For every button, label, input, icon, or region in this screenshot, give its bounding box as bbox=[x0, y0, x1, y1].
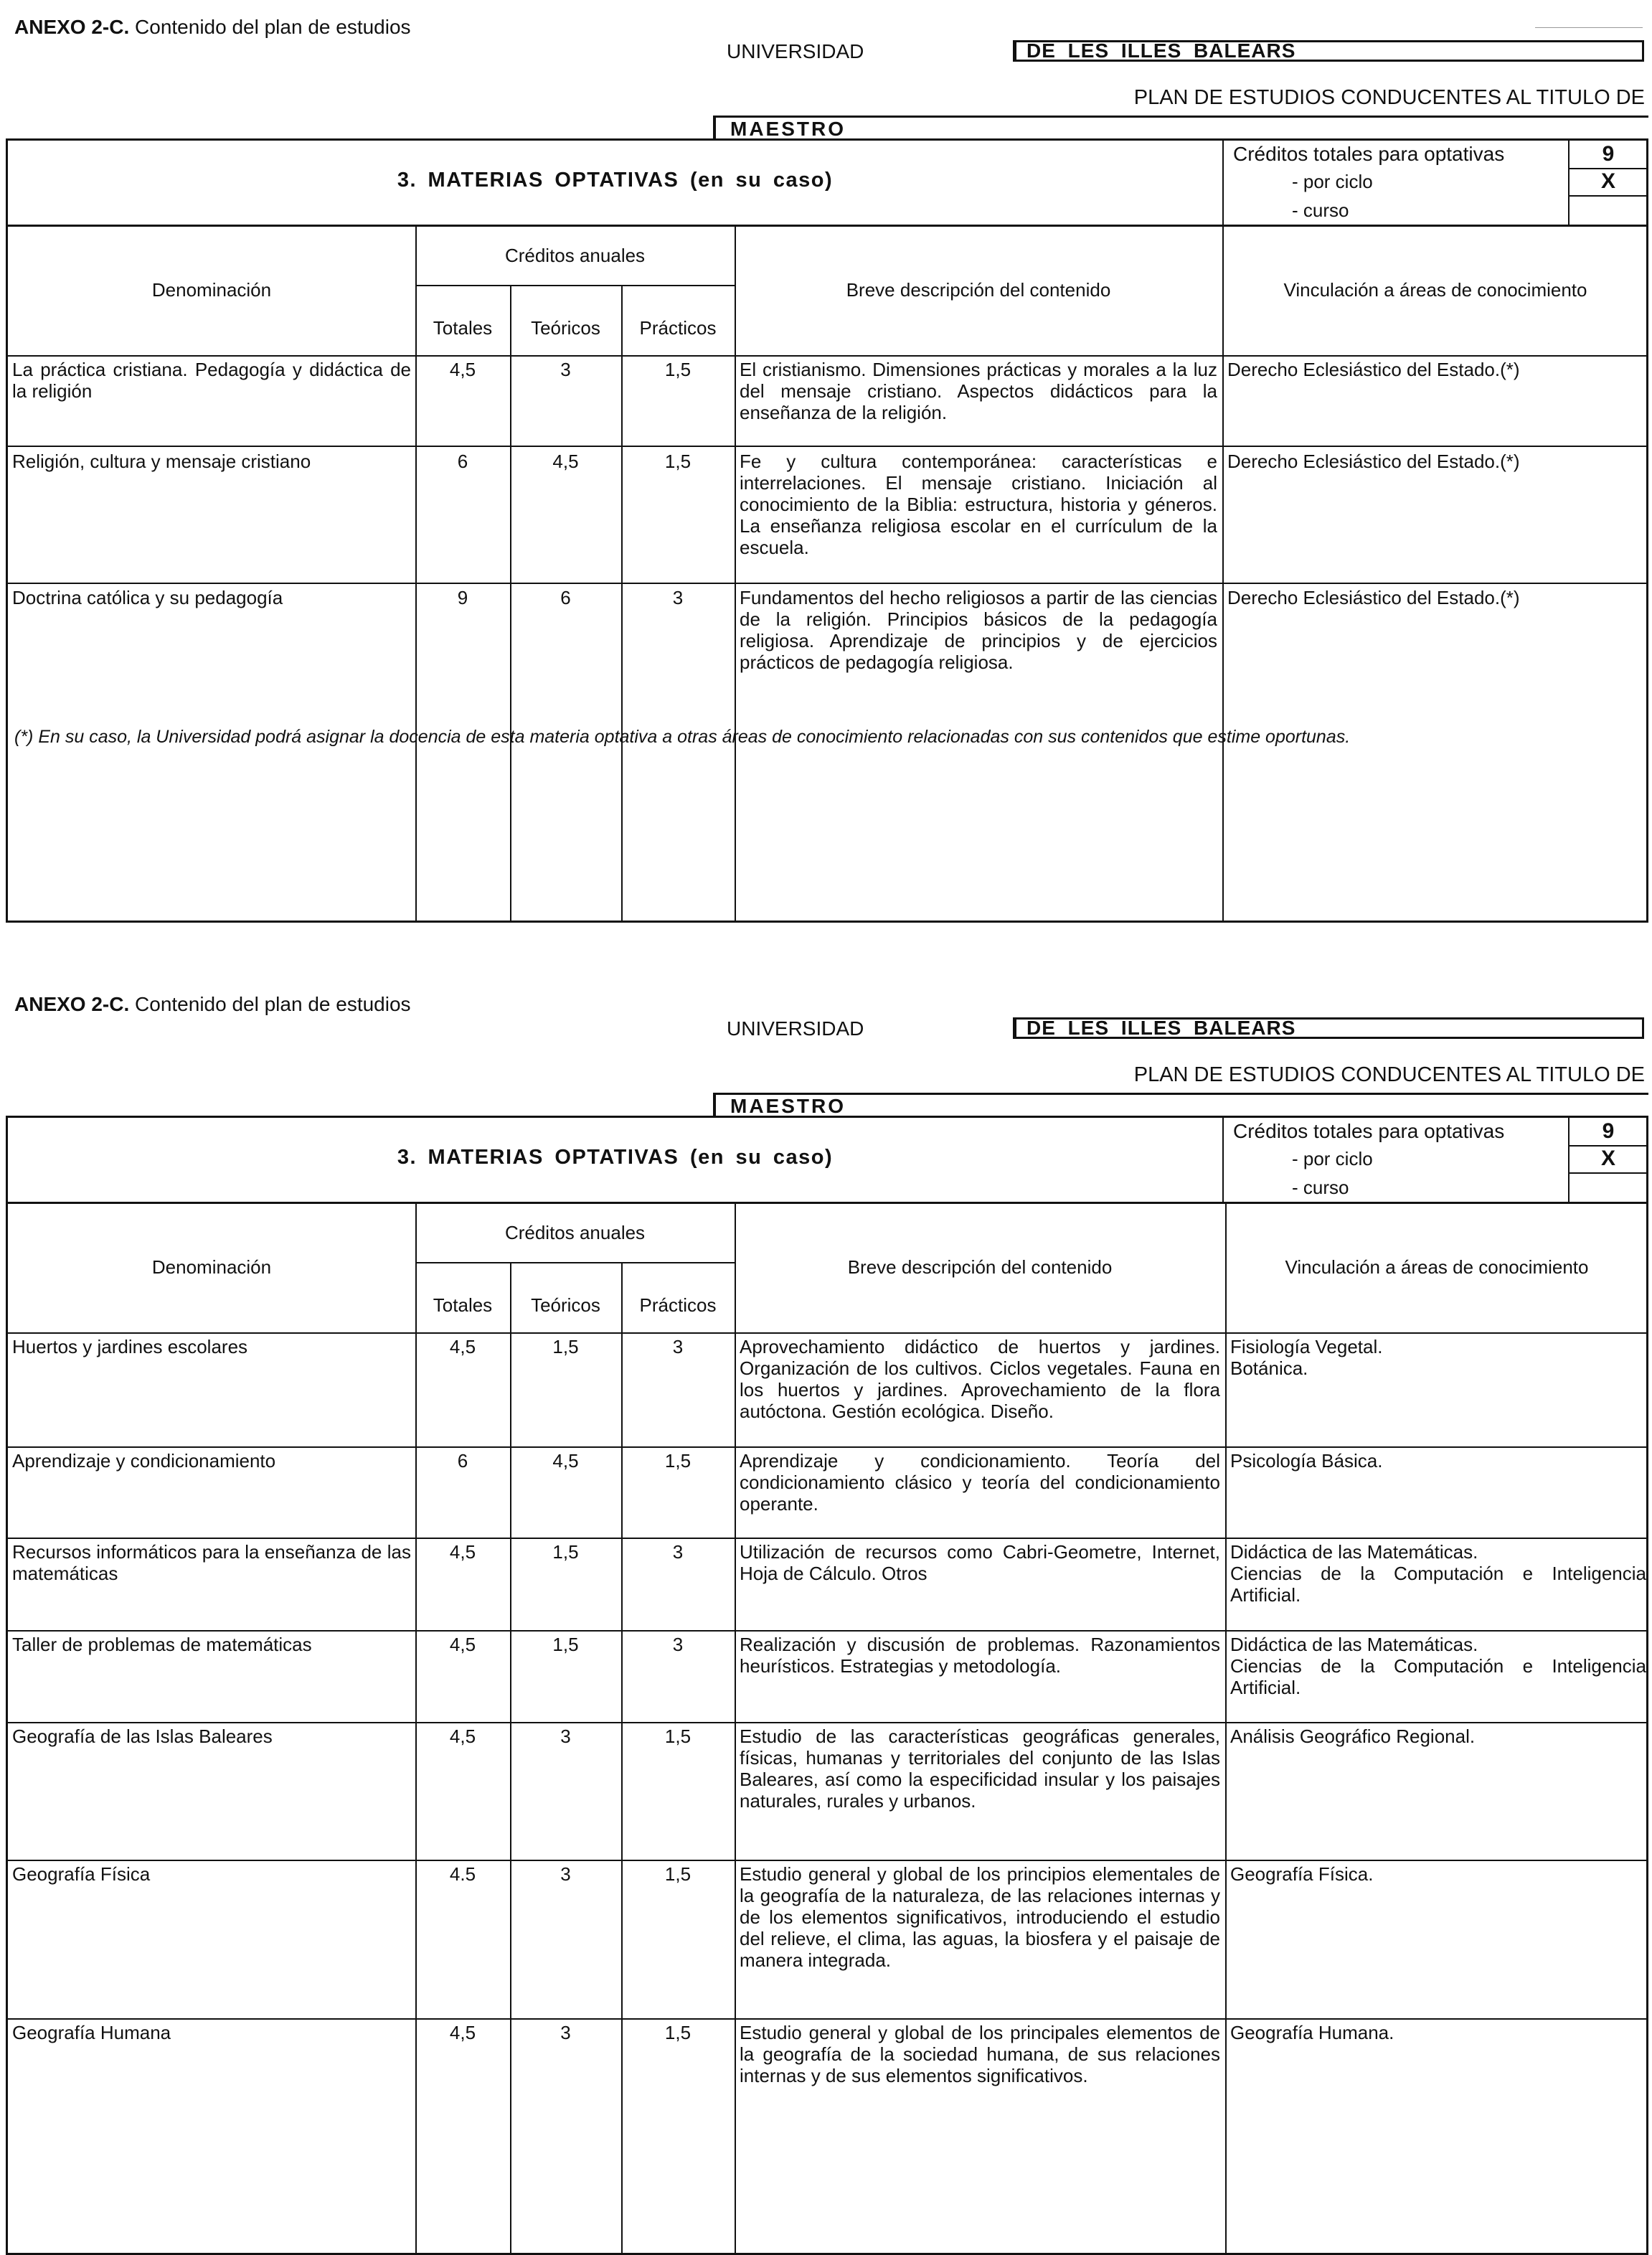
creditos-totales-value: 9 bbox=[1602, 142, 1615, 166]
annex-heading bbox=[14, 16, 411, 39]
row-totales: 4,5 bbox=[449, 2022, 476, 2043]
row-totales: 4,5 bbox=[449, 1336, 476, 1357]
row-totales: 6 bbox=[457, 451, 468, 472]
creditos-totales-value: 9 bbox=[1602, 1119, 1615, 1143]
titulo-name: MAESTRO bbox=[713, 1093, 1648, 1117]
row-teoricos: 1,5 bbox=[552, 1541, 579, 1563]
row-descripcion: Estudio de las características geográficas generales, físicas, humanas y territoriales del conjunto de las Islas Baleares, así como la especificidad insular y los paisajes naturales, rurales y urbanos. bbox=[740, 1726, 1220, 1812]
section-title: 3. MATERIAS OPTATIVAS (en su caso) bbox=[397, 1146, 834, 1169]
col-descripcion: Breve descripción del contenido bbox=[847, 1256, 1113, 1278]
row-name: Geografía de las Islas Baleares bbox=[12, 1726, 273, 1747]
divider bbox=[8, 1538, 1646, 1539]
row-practicos: 1,5 bbox=[664, 359, 692, 380]
page-section-2 bbox=[0, 977, 1652, 2132]
row-teoricos: 3 bbox=[560, 359, 571, 380]
row-teoricos: 1,5 bbox=[552, 1634, 579, 1655]
divider bbox=[8, 1202, 1646, 1204]
universidad-name: DE LES ILLES BALEARS bbox=[1013, 40, 1644, 62]
row-descripcion: Estudio general y global de los principios elementales de la geografía de la naturaleza, de las relaciones internas y de los elementos significativos, introduciendo el estudio del relieve, el clima, las aguas, la biosfera y el paisaje de manera integrada. bbox=[740, 1863, 1220, 1971]
col-denominacion: Denominación bbox=[151, 1256, 272, 1278]
row-name: Recursos informáticos para la enseñanza de las matemáticas bbox=[12, 1541, 411, 1584]
universidad-name: DE LES ILLES BALEARS bbox=[1013, 1017, 1644, 1039]
col-creditos-anuales: Créditos anuales bbox=[504, 1222, 646, 1243]
divider bbox=[8, 2018, 1646, 2020]
divider bbox=[735, 1202, 736, 2255]
row-descripcion: Fundamentos del hecho religiosos a partir de las ciencias de la religión. Principios básicos de la pedagogía religiosa. Aprendizaje de principios y de ejercicios prácticos de pedagogía religiosa. bbox=[740, 587, 1217, 673]
row-area: Derecho Eclesiástico del Estado.(*) bbox=[1227, 451, 1520, 472]
creditos-totales-label: Créditos totales para optativas bbox=[1233, 1120, 1505, 1142]
col-teoricos: Teóricos bbox=[531, 1294, 600, 1316]
row-descripcion: Utilización de recursos como Cabri-Geometre, Internet, Hoja de Cálculo. Otros bbox=[740, 1541, 1220, 1584]
row-practicos: 1,5 bbox=[664, 1450, 692, 1472]
row-area: Geografía Humana. bbox=[1230, 2022, 1394, 2043]
row-totales: 4,5 bbox=[449, 1541, 476, 1563]
row-teoricos: 4,5 bbox=[552, 451, 579, 472]
footnote: (*) En su caso, la Universidad podrá asignar la docencia de esta materia optativa a otras áreas de conocimiento relacionadas con sus contenidos que estime oportunas. bbox=[14, 727, 1351, 747]
col-vinculacion: Vinculación a áreas de conocimiento bbox=[1283, 279, 1587, 301]
col-totales: Totales bbox=[433, 317, 493, 339]
section-title: 3. MATERIAS OPTATIVAS (en su caso) bbox=[397, 169, 834, 192]
plan-label: PLAN DE ESTUDIOS CONDUCENTES AL TITULO DE bbox=[1133, 86, 1645, 109]
annex-heading bbox=[14, 993, 411, 1016]
universidad-label: UNIVERSIDAD bbox=[727, 40, 864, 62]
por-ciclo-value: X bbox=[1600, 169, 1615, 193]
row-name: Doctrina católica y su pedagogía bbox=[12, 587, 283, 608]
divider bbox=[1568, 195, 1646, 197]
row-practicos: 3 bbox=[672, 1336, 684, 1357]
row-totales: 4.5 bbox=[449, 1863, 476, 1885]
col-denominacion: Denominación bbox=[151, 279, 272, 301]
row-name: Aprendizaje y condicionamiento bbox=[12, 1450, 276, 1472]
row-area: Didáctica de las Matemáticas. Ciencias de la Computación e Inteligencia Artificial. bbox=[1230, 1634, 1646, 1698]
divider bbox=[1535, 27, 1643, 28]
divider bbox=[1225, 1202, 1227, 2255]
curso-label: - curso bbox=[1292, 199, 1349, 221]
por-ciclo-label: - por ciclo bbox=[1292, 171, 1373, 192]
row-area: Fisiología Vegetal. Botánica. bbox=[1230, 1336, 1383, 1379]
row-name: La práctica cristiana. Pedagogía y didáctica de la religión bbox=[12, 359, 411, 402]
row-area: Derecho Eclesiástico del Estado.(*) bbox=[1227, 359, 1520, 380]
divider bbox=[1222, 141, 1224, 225]
divider bbox=[8, 225, 1646, 227]
row-totales: 9 bbox=[457, 587, 468, 608]
row-descripcion: El cristianismo. Dimensiones prácticas y morales a la luz del mensaje cristiano. Aspectos didácticos para la enseñanza de la religión. bbox=[740, 359, 1217, 423]
row-name: Geografía Humana bbox=[12, 2022, 171, 2043]
divider bbox=[735, 225, 736, 921]
annex-label: ANEXO 2-C. bbox=[14, 993, 130, 1015]
curso-label: - curso bbox=[1292, 1177, 1349, 1198]
col-teoricos: Teóricos bbox=[531, 317, 600, 339]
row-area: Geografía Física. bbox=[1230, 1863, 1374, 1885]
divider bbox=[510, 1262, 511, 2255]
row-name: Huertos y jardines escolares bbox=[12, 1336, 248, 1357]
creditos-totales-label: Créditos totales para optativas bbox=[1233, 143, 1505, 165]
col-creditos-anuales: Créditos anuales bbox=[504, 245, 646, 266]
col-practicos: Prácticos bbox=[639, 1294, 717, 1316]
row-teoricos: 3 bbox=[560, 1863, 571, 1885]
divider bbox=[8, 446, 1646, 447]
row-descripcion: Estudio general y global de los principales elementos de la geografía de la sociedad humana, de sus relaciones internas y de sus elementos significativos. bbox=[740, 2022, 1220, 2086]
row-descripcion: Aprovechamiento didáctico de huertos y jardines. Organización de los cultivos. Ciclos vegetales. Fauna en los huertos y jardines. Aprovechamiento de la flora autóctona. Gestión ecológica. Diseño. bbox=[740, 1336, 1220, 1422]
annex-subtitle: Contenido del plan de estudios bbox=[135, 993, 411, 1015]
row-teoricos: 3 bbox=[560, 2022, 571, 2043]
col-practicos: Prácticos bbox=[639, 317, 717, 339]
divider bbox=[8, 583, 1646, 584]
row-area: Análisis Geográfico Regional. bbox=[1230, 1726, 1476, 1747]
divider bbox=[1222, 1118, 1224, 1202]
row-descripcion: Fe y cultura contemporánea: características e interrelaciones. El mensaje cristiano. Iniciación al conocimiento de la Biblia: estructura, historia y géneros. La enseñanza religiosa escolar en el currículum de la escuela. bbox=[740, 451, 1217, 558]
divider bbox=[8, 1630, 1646, 1632]
row-totales: 4,5 bbox=[449, 1634, 476, 1655]
row-teoricos: 4,5 bbox=[552, 1450, 579, 1472]
row-practicos: 1,5 bbox=[664, 1863, 692, 1885]
row-practicos: 1,5 bbox=[664, 1726, 692, 1747]
divider bbox=[8, 355, 1646, 357]
row-name: Taller de problemas de matemáticas bbox=[12, 1634, 312, 1655]
row-name: Geografía Física bbox=[12, 1863, 151, 1885]
row-descripcion: Aprendizaje y condicionamiento. Teoría del condicionamiento clásico y teoría del condicionamiento operante. bbox=[740, 1450, 1220, 1515]
universidad-label: UNIVERSIDAD bbox=[727, 1017, 864, 1040]
optativas-table bbox=[6, 138, 1648, 923]
optativas-table bbox=[6, 1116, 1648, 2255]
divider bbox=[1222, 225, 1224, 921]
row-teoricos: 6 bbox=[560, 587, 571, 608]
row-totales: 6 bbox=[457, 1450, 468, 1472]
divider bbox=[415, 1262, 735, 1263]
annex-subtitle: Contenido del plan de estudios bbox=[135, 16, 411, 38]
por-ciclo-label: - por ciclo bbox=[1292, 1148, 1373, 1169]
row-totales: 4,5 bbox=[449, 1726, 476, 1747]
row-area: Psicología Básica. bbox=[1230, 1450, 1383, 1472]
titulo-name: MAESTRO bbox=[713, 116, 1648, 140]
col-descripcion: Breve descripción del contenido bbox=[846, 279, 1111, 301]
divider bbox=[415, 285, 735, 286]
divider bbox=[8, 1332, 1646, 1334]
divider bbox=[8, 1446, 1646, 1448]
row-practicos: 3 bbox=[672, 587, 684, 608]
row-descripcion: Realización y discusión de problemas. Razonamientos heurísticos. Estrategias y metodología. bbox=[740, 1634, 1220, 1677]
row-teoricos: 1,5 bbox=[552, 1336, 579, 1357]
row-practicos: 3 bbox=[672, 1634, 684, 1655]
divider bbox=[1568, 1172, 1646, 1174]
row-practicos: 3 bbox=[672, 1541, 684, 1563]
col-totales: Totales bbox=[433, 1294, 493, 1316]
por-ciclo-value: X bbox=[1600, 1147, 1615, 1170]
row-area: Derecho Eclesiástico del Estado.(*) bbox=[1227, 587, 1520, 608]
divider bbox=[8, 1722, 1646, 1723]
row-area: Didáctica de las Matemáticas. Ciencias de la Computación e Inteligencia Artificial. bbox=[1230, 1541, 1646, 1606]
row-name: Religión, cultura y mensaje cristiano bbox=[12, 451, 311, 472]
col-vinculacion: Vinculación a áreas de conocimiento bbox=[1285, 1256, 1589, 1278]
row-practicos: 1,5 bbox=[664, 2022, 692, 2043]
page-section-1 bbox=[0, 0, 1652, 961]
row-teoricos: 3 bbox=[560, 1726, 571, 1747]
row-totales: 4,5 bbox=[449, 359, 476, 380]
plan-label: PLAN DE ESTUDIOS CONDUCENTES AL TITULO DE bbox=[1133, 1063, 1645, 1086]
divider bbox=[8, 1860, 1646, 1861]
annex-label: ANEXO 2-C. bbox=[14, 16, 130, 38]
row-practicos: 1,5 bbox=[664, 451, 692, 472]
divider bbox=[621, 1262, 623, 2255]
